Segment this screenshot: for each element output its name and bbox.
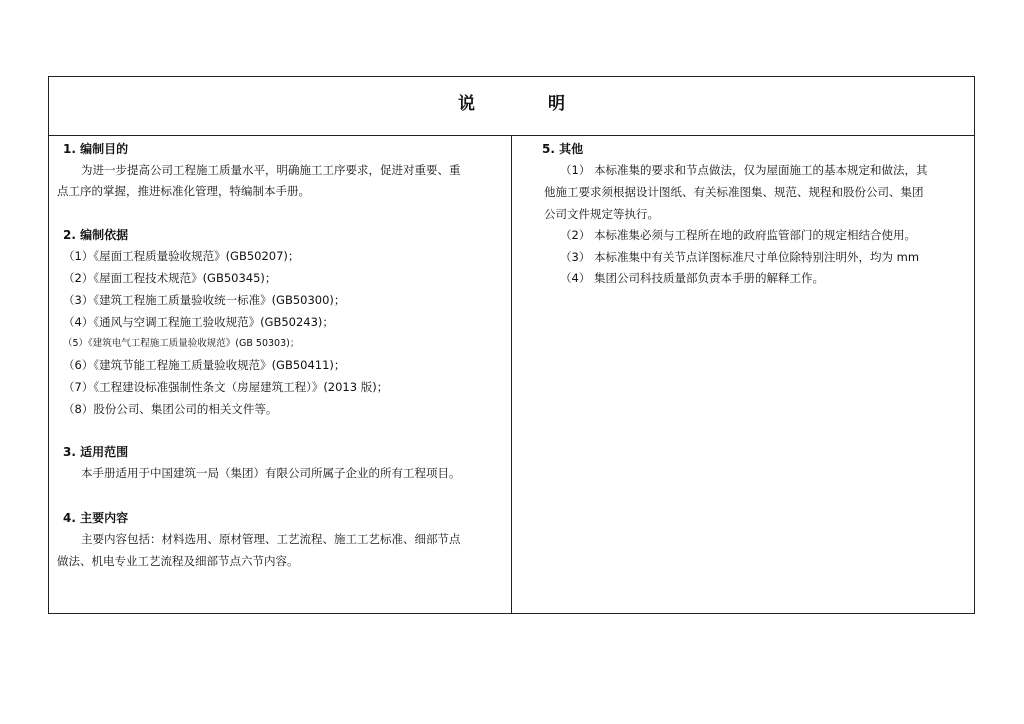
right-column bbox=[512, 135, 974, 613]
paragraph-line: 做法、机电专业工艺流程及细部节点六节内容。 bbox=[57, 554, 299, 568]
section-heading: 1. 编制目的 bbox=[63, 142, 129, 156]
paragraph-line: 他施工要求须根据设计图纸、有关标准图集、规范、规程和股份公司、集团 bbox=[544, 185, 924, 199]
paragraph-line: （1） 本标准集的要求和节点做法，仅为屋面施工的基本规定和做法，其 bbox=[560, 163, 928, 177]
section-heading: 4. 主要内容 bbox=[63, 511, 129, 525]
section-heading: 5. 其他 bbox=[542, 142, 584, 156]
list-item: （5）《建筑电气工程施工质量验收规范》(GB 50303)； bbox=[63, 338, 300, 349]
paragraph-line: （2） 本标准集必须与工程所在地的政府监管部门的规定相结合使用。 bbox=[560, 228, 916, 242]
list-item: （1）《屋面工程质量验收规范》(GB50207)； bbox=[63, 249, 300, 263]
section-heading: 3. 适用范围 bbox=[63, 445, 129, 459]
paragraph-line: 点工序的掌握，推进标准化管理，特编制本手册。 bbox=[57, 184, 310, 198]
page-title: 说 明 bbox=[458, 94, 593, 114]
paragraph-line: （3） 本标准集中有关节点详图标准尺寸单位除特别注明外，均为 mm bbox=[560, 250, 920, 264]
list-item: （7）《工程建设标准强制性条文（房屋建筑工程）》(2013 版)； bbox=[63, 380, 389, 394]
list-item: （4）《通风与空调工程施工验收规范》(GB50243)； bbox=[63, 315, 334, 329]
document-frame bbox=[48, 76, 975, 614]
list-item: （8）股份公司、集团公司的相关文件等。 bbox=[63, 402, 278, 416]
left-column bbox=[49, 135, 512, 613]
paragraph-line: 本手册适用于中国建筑一局（集团）有限公司所属子企业的所有工程项目。 bbox=[81, 466, 461, 480]
paragraph-line: 为进一步提高公司工程施工质量水平，明确施工工序要求，促进对重要、重 bbox=[81, 163, 461, 177]
title-row bbox=[49, 77, 974, 136]
section-heading: 2. 编制依据 bbox=[63, 228, 129, 242]
paragraph-line: 主要内容包括：材料选用、原材管理、工艺流程、施工工艺标准、细部节点 bbox=[81, 532, 461, 546]
list-item: （3）《建筑工程施工质量验收统一标准》(GB50300)； bbox=[63, 293, 346, 307]
list-item: （2）《屋面工程技术规范》(GB50345)； bbox=[63, 271, 277, 285]
list-item: （6）《建筑节能工程施工质量验收规范》(GB50411)； bbox=[63, 358, 346, 372]
paragraph-line: （4） 集团公司科技质量部负责本手册的解释工作。 bbox=[560, 271, 824, 285]
paragraph-line: 公司文件规定等执行。 bbox=[544, 207, 659, 221]
